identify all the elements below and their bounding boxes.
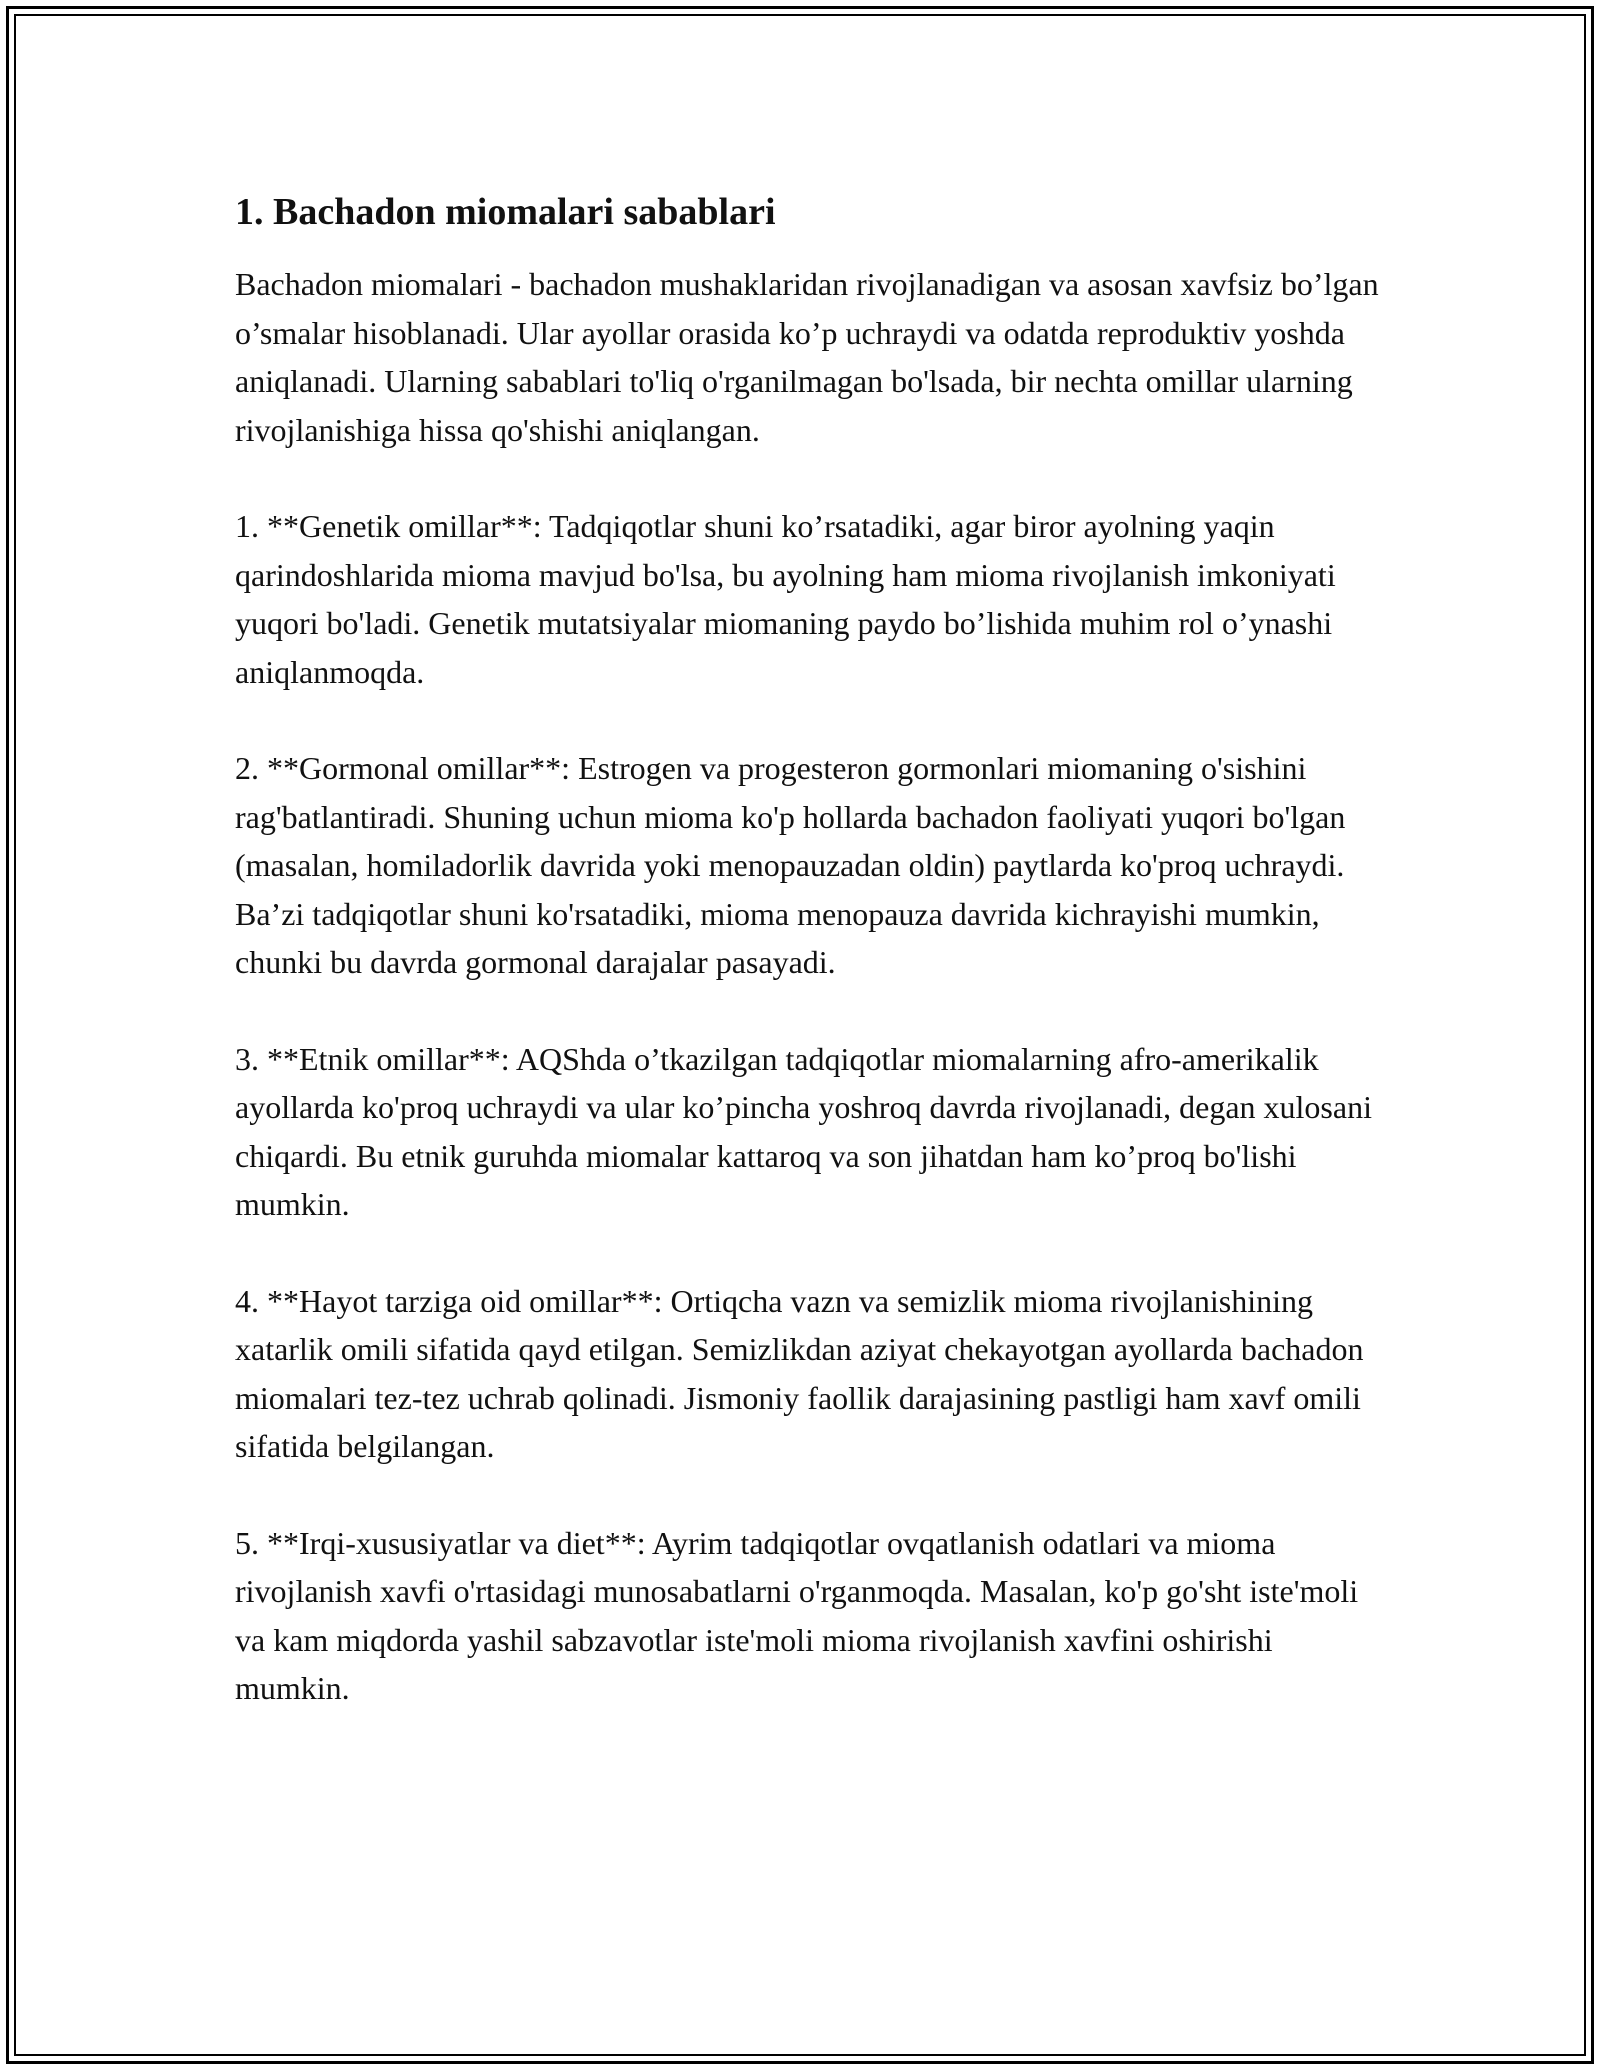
paragraph-lifestyle-factors: 4. **Hayot tarziga oid omillar**: Ortiqcha vazn va semizlik mioma rivojlanishining xatarlik omili sifatida qayd etilgan. Semizlikdan aziyat chekayotgan ayollarda bachadon miomalari tez-tez uchrab qolinadi. Jismoniy faollik darajasining pastligi ham xavf omili sifatida belgilangan. xyxy=(235,1282,1364,1464)
paragraph-ethnic-factors: 3. **Etnik omillar**: AQShda o’tkazilgan tadqiqotlar miomalarning afro-amerikalik ayollarda ko'proq uchraydi va ular ko’pincha yoshroq davrda rivojlanadi, degan xulosani chiqardi. Bu etnik guruhda miomalar kattaroq va son jihatdan ham ko’proq bo'lishi mumkin. xyxy=(235,1040,1372,1222)
intro-paragraph: Bachadon miomalari - bachadon mushaklaridan rivojlanadigan va asosan xavfsiz bo’lgan o’smalar hisoblanadi. Ular ayollar orasida ko’p uchraydi va odatda reproduktiv yoshda aniqlanadi. Ularning sabablari to'liq o'rganilmagan bo'lsada, bir nechta omillar ularning rivojlanishiga hissa qo'shishi aniqlangan. xyxy=(235,266,1379,448)
paragraph-genetic-factors: 1. **Genetik omillar**: Tadqiqotlar shuni ko’rsatadiki, agar biror ayolning yaqin qarindoshlarida mioma mavjud bo'lsa, bu ayolning ham mioma rivojlanish imkoniyati yuqori bo'ladi. Genetik mutatsiyalar miomaning paydo bo’lishida muhim rol o’ynashi aniqlanmoqda. xyxy=(235,508,1336,690)
paragraph-diet-factors: 5. **Irqi-xususiyatlar va diet**: Ayrim tadqiqotlar ovqatlanish odatlari va mioma rivojlanish xavfi o'rtasidagi munosabatlarni o'rganmoqda. Masalan, ko'p go'sht iste'moli va kam miqdorda yashil sabzavotlar iste'moli mioma rivojlanish xavfini oshirishi mumkin. xyxy=(235,1524,1359,1706)
document-title: 1. Bachadon miomalari sabablari xyxy=(235,191,776,233)
paragraph-hormonal-factors: 2. **Gormonal omillar**: Estrogen va progesteron gormonlari miomaning o'sishini rag'batlantiradi. Shuning uchun mioma ko'p hollarda bachadon faoliyati yuqori bo'lgan (masalan, homiladorlik davrida yoki menopauzadan oldin) paytlarda ko'proq uchraydi. Ba’zi tadqiqotlar shuni ko'rsatadiki, mioma menopauza davrida kichrayishi mumkin, chunki bu davrda gormonal darajalar pasayadi. xyxy=(235,750,1346,980)
document-body xyxy=(235,186,1385,1761)
